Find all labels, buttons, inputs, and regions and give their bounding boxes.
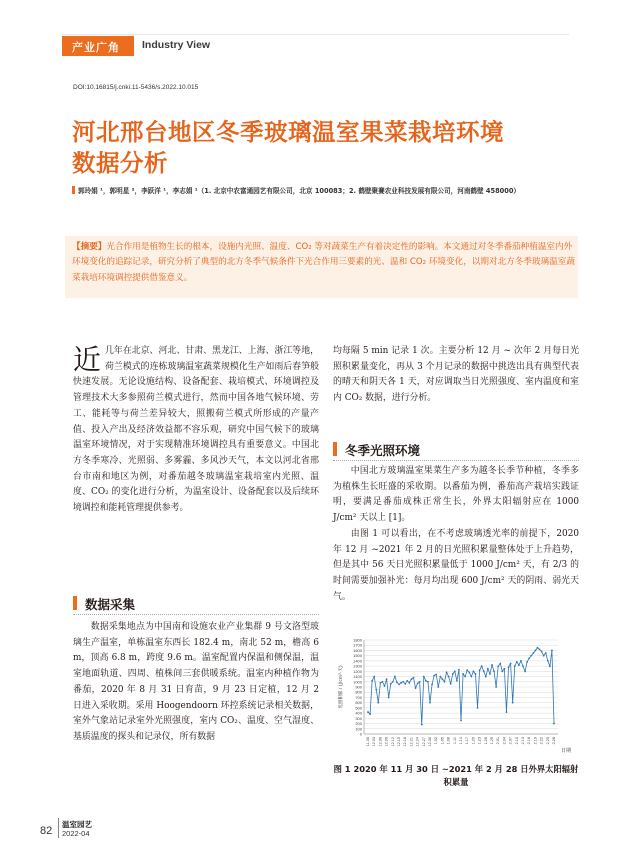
- data-point: [499, 663, 501, 665]
- data-collection-paragraph: 数据采集地点为中国南和设施农业产业集群 9 号文洛型玻璃生产温室，单栋温室东西长 182.4 m，南北 52 m，檐高 6 m，顶高 6.8 m，跨度 9.6 m。温室配置内保温和侧保温，温室地面轨道、四周、植株间三套供暖系统。温室内种植作物为番茄，2020 年 8 月 31 日育苗，9 月 23 日定植，12 月 2 日进入采收期。采用 Hoogendoorn 环控系统记录相关数据，室外气象站记录室外光照强度，室内 CO₂、温度、空气湿度、基质温度的探头和记录仪，所有数据: [73, 622, 319, 742]
- data-point: [421, 724, 423, 726]
- x-tick-label: 12.21: [409, 737, 414, 747]
- data-point: [435, 674, 437, 676]
- y-tick-label: 900: [355, 684, 362, 690]
- column-1-intro: [73, 344, 319, 517]
- data-point: [392, 681, 394, 683]
- data-point: [535, 650, 537, 652]
- page-number: 82: [40, 825, 53, 837]
- data-point: [388, 697, 390, 699]
- data-point: [545, 652, 547, 654]
- data-point: [524, 670, 526, 672]
- section-title: 冬季光照环境: [345, 443, 421, 458]
- data-point: [491, 664, 493, 666]
- figure-caption: 图 1 2020 年 11 月 30 日 ~2021 年 2 月 28 日外界太阳辐射积累量: [333, 764, 579, 787]
- x-tick-label: 12.15: [397, 737, 401, 747]
- x-tick-label: 1.05: [440, 737, 445, 745]
- x-tick-label: 1.14: [459, 737, 463, 745]
- x-tick-label: 12.06: [378, 737, 383, 747]
- data-point: [442, 678, 444, 680]
- data-point: [460, 720, 462, 722]
- data-point: [553, 723, 555, 725]
- x-tick-label: 1.02: [434, 737, 439, 745]
- data-point: [369, 713, 371, 715]
- data-point: [506, 711, 508, 713]
- y-tick-label: 1600: [353, 647, 362, 653]
- data-point: [466, 669, 468, 671]
- title-line-2: 数据分析: [72, 149, 168, 177]
- data-point: [514, 665, 516, 667]
- data-point: [446, 671, 448, 673]
- data-point: [384, 685, 386, 687]
- x-axis-label: 日期: [561, 748, 572, 754]
- column-2-continued: [333, 344, 579, 407]
- x-tick-label: 11.30: [366, 737, 370, 747]
- y-tick-label: 1100: [353, 674, 362, 680]
- abstract-label: 【摘要】: [72, 242, 107, 252]
- magazine-issue: 2022-04: [62, 829, 90, 838]
- data-point: [485, 676, 487, 678]
- data-point: [551, 650, 553, 652]
- data-point: [367, 711, 369, 713]
- x-tick-label: 1.08: [446, 737, 451, 745]
- data-point: [547, 660, 549, 662]
- x-tick-label: 2.16: [527, 737, 532, 745]
- data-point: [470, 676, 472, 678]
- column-header-bar: [62, 34, 569, 57]
- data-point: [501, 670, 503, 672]
- data-point: [541, 651, 543, 653]
- data-point: [450, 683, 452, 685]
- data-point: [406, 680, 408, 682]
- x-tick-label: 2.01: [496, 737, 501, 745]
- data-point: [522, 665, 524, 667]
- y-tick-label: 400: [355, 710, 362, 716]
- x-tick-label: 2.07: [508, 737, 513, 745]
- x-tick-label: 1.17: [465, 737, 470, 745]
- column-2-winter-light: [333, 464, 579, 605]
- winter-light-paragraph-2: 由图 1 可以看出，在不考虑玻璃透光率的前提下，2020 年 12 月 ~2021 年 2 月的日光照积累量整体处于上升趋势，但是其中 56 天日光照积累量低于 1000 J/cm² 天，有 2/3 的时间需要加强补光：每月均出现 600 J/cm² 天的阴雨、弱光天气。: [333, 528, 579, 602]
- data-point: [373, 676, 375, 678]
- data-point: [526, 661, 528, 663]
- x-tick-label: 12.03: [372, 737, 377, 747]
- x-tick-label: 12.18: [403, 737, 408, 747]
- data-point: [481, 665, 483, 667]
- data-point: [549, 665, 551, 667]
- continued-paragraph: 均每隔 5 min 记录 1 次。主要分析 12 月 ~ 次年 2 月每日光照积累量变化，再从 3 个月记录的数据中挑选出具有典型代表的晴天和阴天各 1 天，对应调取当日光照强度、室内温度和室内 CO₂ 数据，进行分析。: [333, 346, 579, 404]
- data-point: [495, 686, 497, 688]
- data-point: [532, 652, 534, 654]
- y-tick-label: 1700: [353, 642, 362, 648]
- x-tick-label: 2.10: [514, 737, 519, 745]
- x-tick-label: 12.30: [428, 737, 432, 747]
- data-point: [537, 647, 539, 649]
- data-point: [504, 668, 506, 670]
- title-line-1: 河北邢台地区冬季玻璃温室果菜栽培环境: [72, 118, 504, 146]
- data-point: [419, 681, 421, 683]
- x-tick-label: 1.11: [452, 737, 457, 745]
- data-point: [386, 678, 388, 680]
- y-tick-label: 1000: [353, 679, 362, 685]
- dropcap: 近: [73, 343, 102, 376]
- data-point: [439, 676, 441, 678]
- y-tick-label: 600: [355, 700, 362, 706]
- abstract: [72, 240, 577, 286]
- y-tick-label: 100: [355, 726, 362, 732]
- data-point: [398, 683, 400, 685]
- y-tick-label: 1300: [353, 663, 362, 669]
- doi-text: DOI:10.16815/j.cnki.11-5436/s.2022.10.015: [73, 84, 199, 91]
- data-point: [415, 687, 417, 689]
- intro-text: 几年在北京、河北、甘肃、黑龙江、上海、浙江等地，荷兰模式的连栋玻璃温室蔬菜规模化生产如雨后春笋般快速发展。无论设施结构、设备配套、栽培模式、环境调控及管理技术大多参照荷兰模式进行，然而中国各地气候环境、劳工、能耗等与荷兰差异较大，照搬荷兰模式所形成的产量产值、投入产出及经济效益都不容乐观，研究中国气候下的玻璃温室环境情况，对于实现精准环境调控具有重要意义。中国北方冬季寒冷、光照弱、多雾霾、多风沙天气，本文以河北省邢台市南和地区为例，对番茄越冬玻璃温室栽培室内光照、温度、CO₂ 的变化进行分析，为温室设计、设备配套以及后续环境调控和能耗管理提供参考。: [73, 346, 319, 514]
- y-tick-label: 700: [355, 694, 362, 700]
- data-point: [510, 663, 512, 665]
- y-tick-label: 200: [355, 721, 362, 727]
- data-point: [448, 676, 450, 678]
- category-tag: [62, 36, 134, 56]
- data-point: [528, 657, 530, 659]
- data-point: [437, 686, 439, 688]
- y-axis-label: 光照积累 / (J/cm²·天): [339, 665, 344, 709]
- intro-paragraph: [73, 344, 319, 517]
- data-point: [429, 702, 431, 704]
- data-point: [400, 682, 402, 684]
- data-point: [390, 683, 392, 685]
- data-point: [375, 689, 377, 691]
- data-point: [489, 673, 491, 675]
- data-point: [475, 673, 477, 675]
- data-point: [377, 702, 379, 704]
- section-title: 数据采集: [85, 597, 136, 612]
- y-tick-label: 800: [355, 689, 362, 695]
- section-heading-winter-light: [333, 438, 579, 461]
- data-point: [456, 680, 458, 682]
- data-point: [530, 655, 532, 657]
- section-heading-data-collection: [73, 592, 319, 615]
- data-point: [473, 670, 475, 672]
- x-tick-label: 12.12: [390, 737, 395, 747]
- author-text: 郭玲娟 ¹，郭明星 ²，李跃洋 ¹，李志娟 ¹（1. 北京中农富通园艺有限公司，北京 100083；2. 鹤壁聚賽农业科技发展有限公司，河南鹤壁 458000）: [78, 187, 521, 195]
- data-point: [520, 660, 522, 662]
- data-point: [396, 681, 398, 683]
- x-tick-label: 2.22: [539, 737, 544, 745]
- x-tick-label: 2.25: [545, 737, 550, 745]
- data-point: [413, 677, 415, 679]
- data-point: [458, 669, 460, 671]
- data-point: [468, 671, 470, 673]
- y-tick-label: 500: [355, 705, 362, 711]
- author-line: [72, 185, 592, 195]
- data-point: [452, 673, 454, 675]
- data-point: [462, 673, 464, 675]
- y-tick-label: 1200: [353, 668, 362, 674]
- x-tick-label: 12.09: [384, 737, 389, 747]
- data-point: [423, 676, 425, 678]
- y-tick-label: 1400: [353, 658, 362, 664]
- data-point: [454, 670, 456, 672]
- data-point: [444, 681, 446, 683]
- data-point: [543, 655, 545, 657]
- data-point: [371, 680, 373, 682]
- x-tick-label: 12.24: [415, 737, 420, 747]
- section-mark: [333, 442, 337, 456]
- data-point: [516, 661, 518, 663]
- data-point: [518, 664, 520, 666]
- data-point: [512, 702, 514, 704]
- x-tick-label: 2.28: [552, 737, 556, 745]
- x-tick-label: 1.20: [471, 737, 476, 745]
- data-point: [408, 682, 410, 684]
- y-tick-label: 1500: [353, 653, 362, 659]
- winter-light-paragraph-1: 中国北方玻璃温室果菜生产多为越冬长季节种植，冬季多为植株生长旺盛的采收期。以番茄为例，番茄高产栽培实践证明，要满足番茄成株正常生长，外界太阳辐射应在 1000 J/cm² 天以上 [1]。: [333, 466, 579, 524]
- x-tick-label: 2.04: [502, 737, 507, 745]
- x-tick-label: 2.13: [521, 737, 525, 745]
- data-point: [404, 683, 406, 685]
- data-point: [464, 676, 466, 678]
- category-cn: 产业广角: [72, 41, 120, 54]
- data-point: [477, 707, 479, 709]
- data-point: [539, 649, 541, 651]
- x-tick-label: 2.19: [533, 737, 538, 745]
- magazine-name: 温室园艺: [62, 820, 92, 829]
- x-tick-label: 12.27: [421, 737, 426, 747]
- y-tick-label: 300: [355, 715, 362, 721]
- author-bar-mark: [72, 186, 75, 194]
- data-point: [487, 668, 489, 670]
- footer-divider: [58, 818, 59, 838]
- data-point: [425, 680, 427, 682]
- data-point: [508, 666, 510, 668]
- y-tick-label: 0: [359, 731, 362, 737]
- data-point: [479, 669, 481, 671]
- x-tick-label: 1.23: [477, 737, 482, 745]
- data-point: [417, 682, 419, 684]
- data-point: [402, 681, 404, 683]
- data-point: [427, 681, 429, 683]
- column-1-data-collection: [73, 620, 319, 746]
- category-en: Industry View: [142, 39, 211, 51]
- y-tick-label: 1800: [353, 637, 362, 643]
- figure-1-chart: [330, 632, 580, 760]
- data-point: [497, 665, 499, 667]
- data-point: [411, 678, 413, 680]
- data-point: [483, 670, 485, 672]
- section-mark: [73, 596, 77, 610]
- article-title: [72, 117, 582, 179]
- data-point: [382, 681, 384, 683]
- data-point: [431, 683, 433, 685]
- data-point: [394, 676, 396, 678]
- data-point: [433, 675, 435, 677]
- x-tick-label: 1.29: [490, 737, 494, 745]
- data-point: [380, 682, 382, 684]
- footer-magazine: [62, 820, 92, 838]
- abstract-text: 光合作用是植物生长的根本，设施内光照、温度、CO₂ 等对蔬菜生产有着决定性的影响。本文通过对冬季番茄种植温室内外环境变化的追踪记录，研究分析了典型的北方冬季气候条件下光合作用三要素的光、温和 CO₂ 环境变化，以期对北方冬季玻璃温室蔬菜栽培环境调控提供借鉴意义。: [72, 242, 575, 283]
- line-chart-svg: [330, 632, 580, 760]
- data-point: [493, 670, 495, 672]
- x-tick-label: 1.26: [483, 737, 488, 745]
